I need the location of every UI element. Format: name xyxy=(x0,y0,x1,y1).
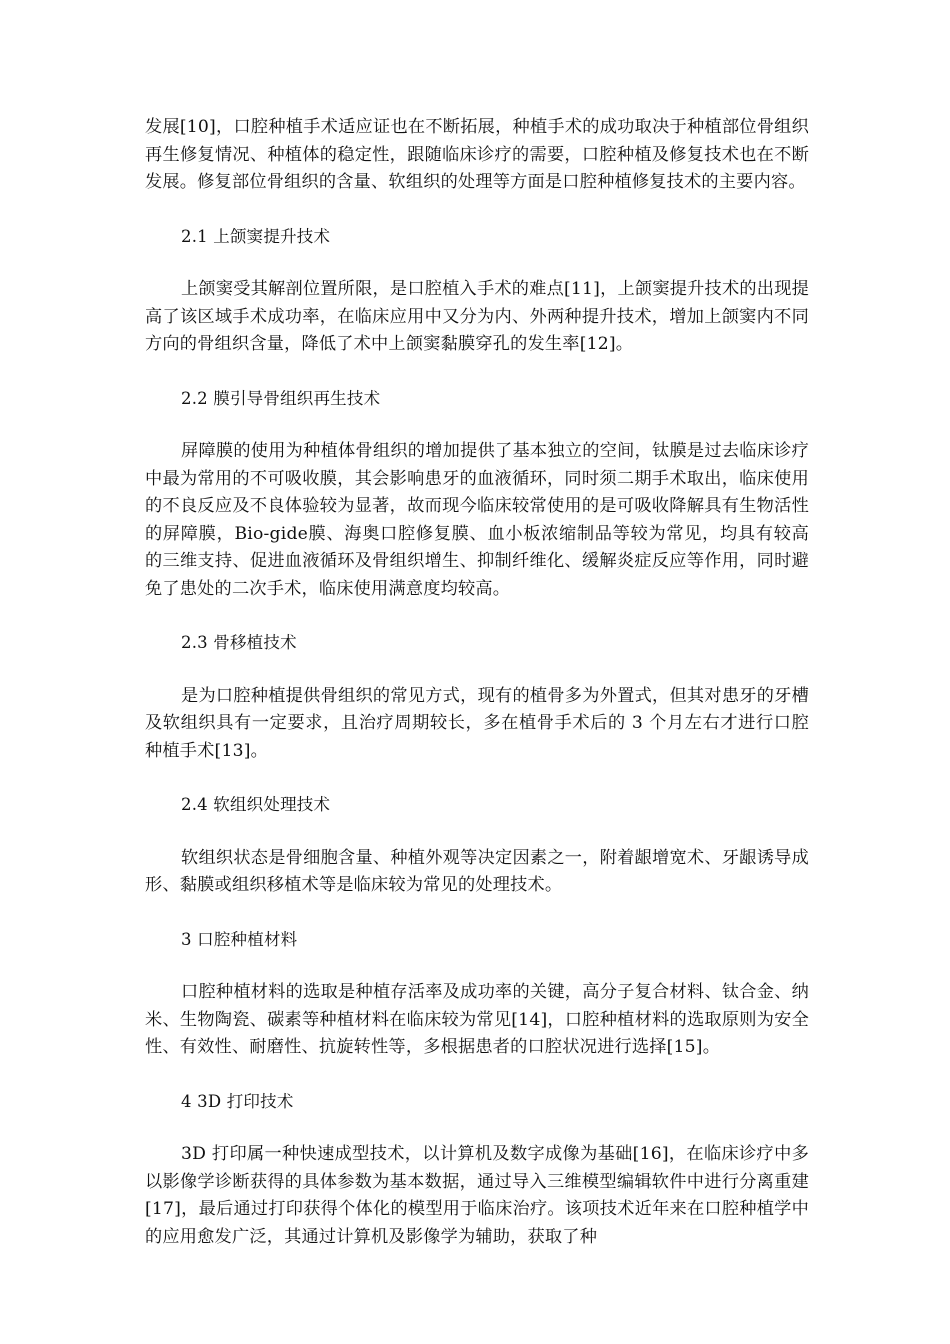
section-heading-3: 3 口腔种植材料 xyxy=(181,929,298,949)
section-heading-2-3: 2.3 骨移植技术 xyxy=(181,633,297,652)
paragraph-3d-printing: 3D 打印属一种快速成型技术，以计算机及数字成像为基础[16]，在临床诊疗中多以影像学诊断获得的具体参数为基本数据，通过导入三维模型编辑软件中进行分离重建[17]，最后通过打印获得个体化的模型用于临床治疗。该项技术近年来在口腔种植学中的应用愈发广泛，其通过计算机及影像学为辅助，获取了种 xyxy=(145,1144,809,1247)
section-heading-2-2: 2.2 膜引导骨组织再生技术 xyxy=(181,388,381,408)
paragraph-soft-tissue: 软组织状态是骨细胞含量、种植外观等决定因素之一，附着龈增宽术、牙龈诱导成形、黏膜或组织移植术等是临床较为常见的处理技术。 xyxy=(145,847,809,895)
paragraph-intro: 发展[10]，口腔种植手术适应证也在不断拓展，种植手术的成功取决于种植部位骨组织再生修复情况、种植体的稳定性，跟随临床诊疗的需要，口腔种植及修复技术也在不断发展。修复部位骨组织的含量、软组织的处理等方面是口腔种植修复技术的主要内容。 xyxy=(145,117,809,192)
document-body xyxy=(145,114,809,1277)
paragraph-implant-materials: 口腔种植材料的选取是种植存活率及成功率的关键，高分子复合材料、钛合金、纳米、生物陶瓷、碳素等种植材料在临床较为常见[14]，口腔种植材料的选取原则为安全性、有效性、耐磨性、抗旋转性等，多根据患者的口腔状况进行选择[15]。 xyxy=(145,982,809,1057)
section-heading-2-1: 2.1 上颌窦提升技术 xyxy=(181,226,331,246)
section-heading-4: 4 3D 打印技术 xyxy=(181,1091,294,1111)
paragraph-guided-bone-regeneration: 屏障膜的使用为种植体骨组织的增加提供了基本独立的空间，钛膜是过去临床诊疗中最为常用的不可吸收膜，其会影响患牙的血液循环，同时须二期手术取出，临床使用的不良反应及不良体验较为显著，故而现今临床较常使用的是可吸收降解具有生物活性的屏障膜，Bio-gide膜、海奥口腔修复膜、血小板浓缩制品等较为常见，均具有较高的三维支持、促进血液循环及骨组织增生、抑制纤维化、缓解炎症反应等作用，同时避免了患处的二次手术，临床使用满意度均较高。 xyxy=(145,441,809,599)
section-heading-2-4: 2.4 软组织处理技术 xyxy=(181,795,331,814)
paragraph-bone-graft: 是为口腔种植提供骨组织的常见方式，现有的植骨多为外置式，但其对患牙的牙槽及软组织具有一定要求，且治疗周期较长，多在植骨手术后的 3 个月左右才进行口腔种植手术[13]。 xyxy=(145,685,809,761)
paragraph-sinus-lift: 上颌窦受其解剖位置所限，是口腔植入手术的难点[11]，上颌窦提升技术的出现提高了该区域手术成功率，在临床应用中又分为内、外两种提升技术，增加上颌窦内不同方向的骨组织含量，降低了术中上颌窦黏膜穿孔的发生率[12]。 xyxy=(145,279,809,354)
